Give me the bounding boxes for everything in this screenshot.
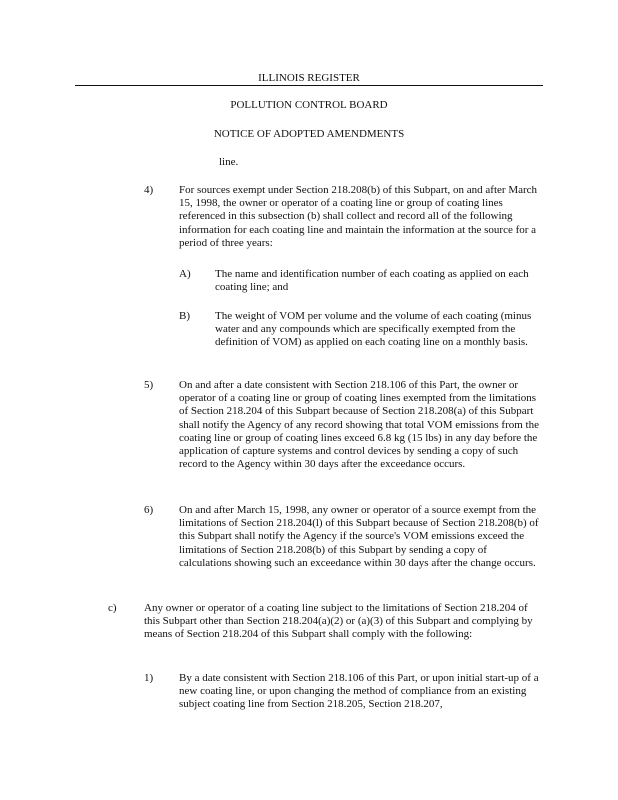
item-text: By a date consistent with Section 218.106 of this Part, or upon initial start-up of a new coating line, or upon changing the method of compliance from an existing subject coating line from Section 218.205, Section 218.207, [179,672,539,711]
item-text: On and after a date consistent with Section 218.106 of this Part, the owner or operator of a coating line or group of coating lines exempted from the limitations of Section 218.204 of this Subpart because of Section 218.208(a) of this Subpart shall notify the Agency of any record showing that total VOM emissions from the coating line or group of coating lines exceed 6.8 kg (15 lbs) in any day before the application of capture systems and control devices by sending a copy of such record to the Agency within 30 days after the exceedance occurs. [179,379,539,471]
item-label: 6) [144,504,154,516]
item-label: 1) [144,672,154,684]
notice-title: NOTICE OF ADOPTED AMENDMENTS [213,128,405,140]
item-text: The name and identification number of each coating as applied on each coating line; and [215,268,529,294]
item-label: B) [179,310,190,322]
item-label: 5) [144,379,154,391]
item-label: 4) [144,184,154,196]
register-header: ILLINOIS REGISTER [75,71,543,86]
item-label: A) [179,268,191,280]
item-text: Any owner or operator of a coating line subject to the limitations of Section 218.204 of this Subpart other than Section 218.204(a)(2) or (a)(3) of this Subpart and complying by means of Section 218.204 of this Subpart shall comply with the following: [144,602,533,641]
item-label: c) [108,602,117,614]
item-text: On and after March 15, 1998, any owner or operator of a source exempt from the limitations of Section 218.204(l) of this Subpart because of Section 218.208(b) of this Subpart shall notify the Agency if the source's VOM emissions exceed the limitations of Section 218.208(b) of this Subpart by sending a copy of calculations showing such an exceedance within 30 days after the change occurs. [179,504,539,569]
item-text: The weight of VOM per volume and the volume of each coating (minus water and any compounds which are specifically exempted from the definition of VOM) as applied on each coating line on a monthly basis. [215,310,532,349]
item-text: For sources exempt under Section 218.208(b) of this Subpart, on and after March 15, 1998, the owner or operator of a coating line or group of coating lines referenced in this subsection (b) shall collect and record all of the following information for each coating line and maintain the information at the source for a period of three years: [179,184,538,249]
continuation-text: line. [219,156,239,168]
board-title: POLLUTION CONTROL BOARD [230,99,388,111]
